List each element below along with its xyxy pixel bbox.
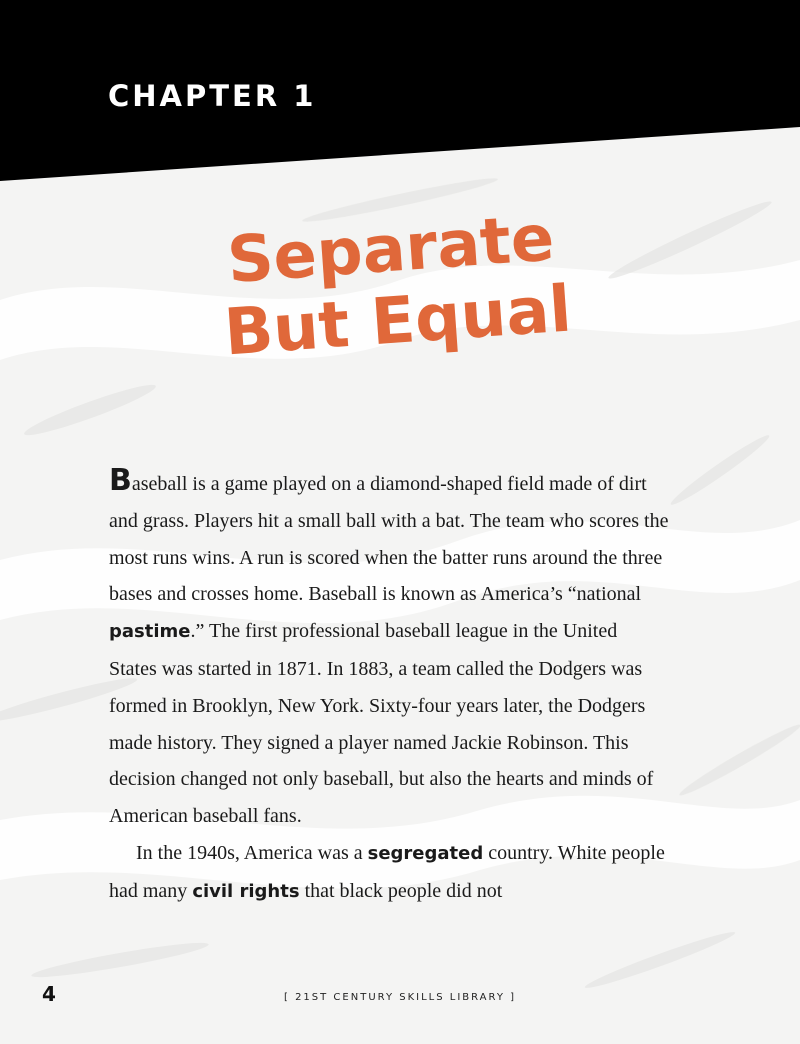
paragraph-2-text-a: In the 1940s, America was a xyxy=(136,841,368,864)
glossary-term-pastime: pastime xyxy=(109,621,191,643)
paragraph-1-text-b: .” The first professional baseball league in the United States was started in 1871. In 1883, a team called the Dodgers was formed in Brooklyn, New York. Sixty-four years later, the Dodgers made history. They signed a player named Jackie Robinson. This decision changed not only baseball, but also the hearts and minds of American baseball fans. xyxy=(109,620,654,828)
body-text xyxy=(109,463,669,911)
paragraph-2 xyxy=(109,835,669,911)
chapter-title xyxy=(215,201,584,370)
paragraph-1 xyxy=(109,463,669,835)
chapter-label: CHAPTER 1 xyxy=(108,79,317,113)
series-footer: [ 21ST CENTURY SKILLS LIBRARY ] xyxy=(283,992,517,1003)
paragraph-2-text-b: country. White people had many xyxy=(109,841,665,902)
glossary-term-civil-rights: civil rights xyxy=(192,880,300,902)
page-number: 4 xyxy=(42,982,56,1006)
drop-cap: B xyxy=(109,463,132,498)
chapter-title-line-1: Separate xyxy=(224,201,557,299)
glossary-term-segregated: segregated xyxy=(367,842,484,864)
paragraph-1-text-a: aseball is a game played on a diamond-shaped field made of dirt and grass. Players hit a small ball with a bat. The team who scores the most runs wins. A run is scored when the batter runs around the three bases and crosses home. Baseball is known as America’s “national xyxy=(109,473,669,606)
chapter-title-line-2: But Equal xyxy=(221,272,574,371)
paragraph-2-text-c: that black people did not xyxy=(299,879,503,902)
